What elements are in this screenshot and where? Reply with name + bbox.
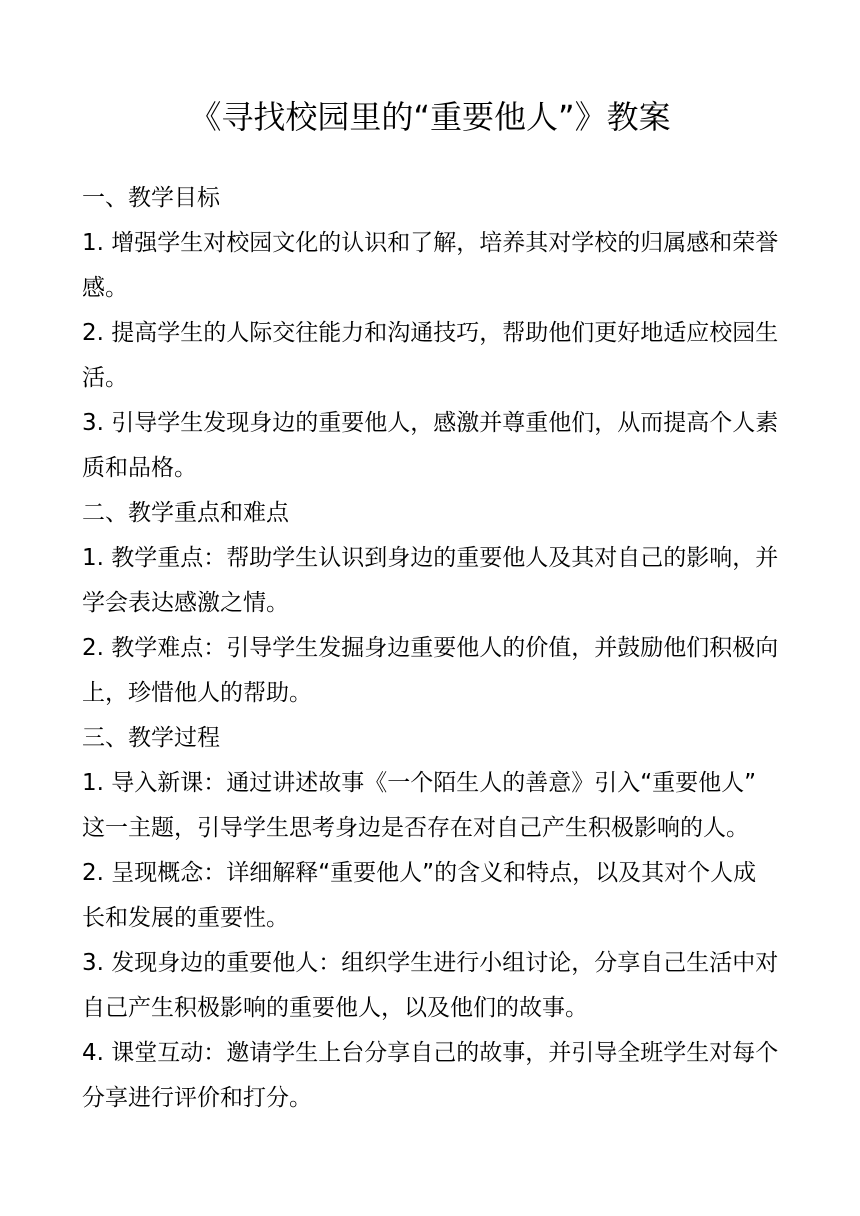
section-heading-process: 三、教学过程	[82, 725, 220, 751]
section-heading-key-points: 二、教学重点和难点	[82, 500, 289, 526]
page-title: 《寻找校园里的“重要他人”》教案	[189, 98, 671, 136]
paragraph-line: 2. 提高学生的人际交往能力和沟通技巧，帮助他们更好地适应校园生	[82, 320, 779, 346]
paragraph-line: 质和品格。	[82, 455, 197, 481]
paragraph-line: 2. 呈现概念：详细解释“重要他人”的含义和特点，以及其对个人成	[82, 860, 757, 886]
paragraph-line: 1. 导入新课：通过讲述故事《一个陌生人的善意》引入“重要他人”	[82, 770, 757, 796]
section-heading-objectives: 一、教学目标	[82, 185, 220, 211]
paragraph-line: 活。	[82, 365, 128, 391]
paragraph-line: 长和发展的重要性。	[82, 905, 289, 931]
paragraph-line: 感。	[82, 275, 128, 301]
paragraph-line: 这一主题，引导学生思考身边是否存在对自己产生积极影响的人。	[82, 815, 749, 841]
paragraph-line: 2. 教学难点：引导学生发掘身边重要他人的价值，并鼓励他们积极向	[82, 635, 779, 661]
paragraph-line: 学会表达感激之情。	[82, 590, 289, 616]
document-body	[82, 176, 782, 1121]
paragraph-line: 自己产生积极影响的重要他人，以及他们的故事。	[82, 995, 588, 1021]
paragraph-line: 分享进行评价和打分。	[82, 1085, 312, 1111]
paragraph-line: 上，珍惜他人的帮助。	[82, 680, 312, 706]
paragraph-line: 4. 课堂互动：邀请学生上台分享自己的故事，并引导全班学生对每个	[82, 1040, 779, 1066]
paragraph-line: 3. 发现身边的重要他人：组织学生进行小组讨论，分享自己生活中对	[82, 950, 779, 976]
paragraph-line: 3. 引导学生发现身边的重要他人，感激并尊重他们，从而提高个人素	[82, 410, 779, 436]
paragraph-line: 1. 增强学生对校园文化的认识和了解，培养其对学校的归属感和荣誉	[82, 230, 779, 256]
paragraph-line: 1. 教学重点：帮助学生认识到身边的重要他人及其对自己的影响，并	[82, 545, 779, 571]
